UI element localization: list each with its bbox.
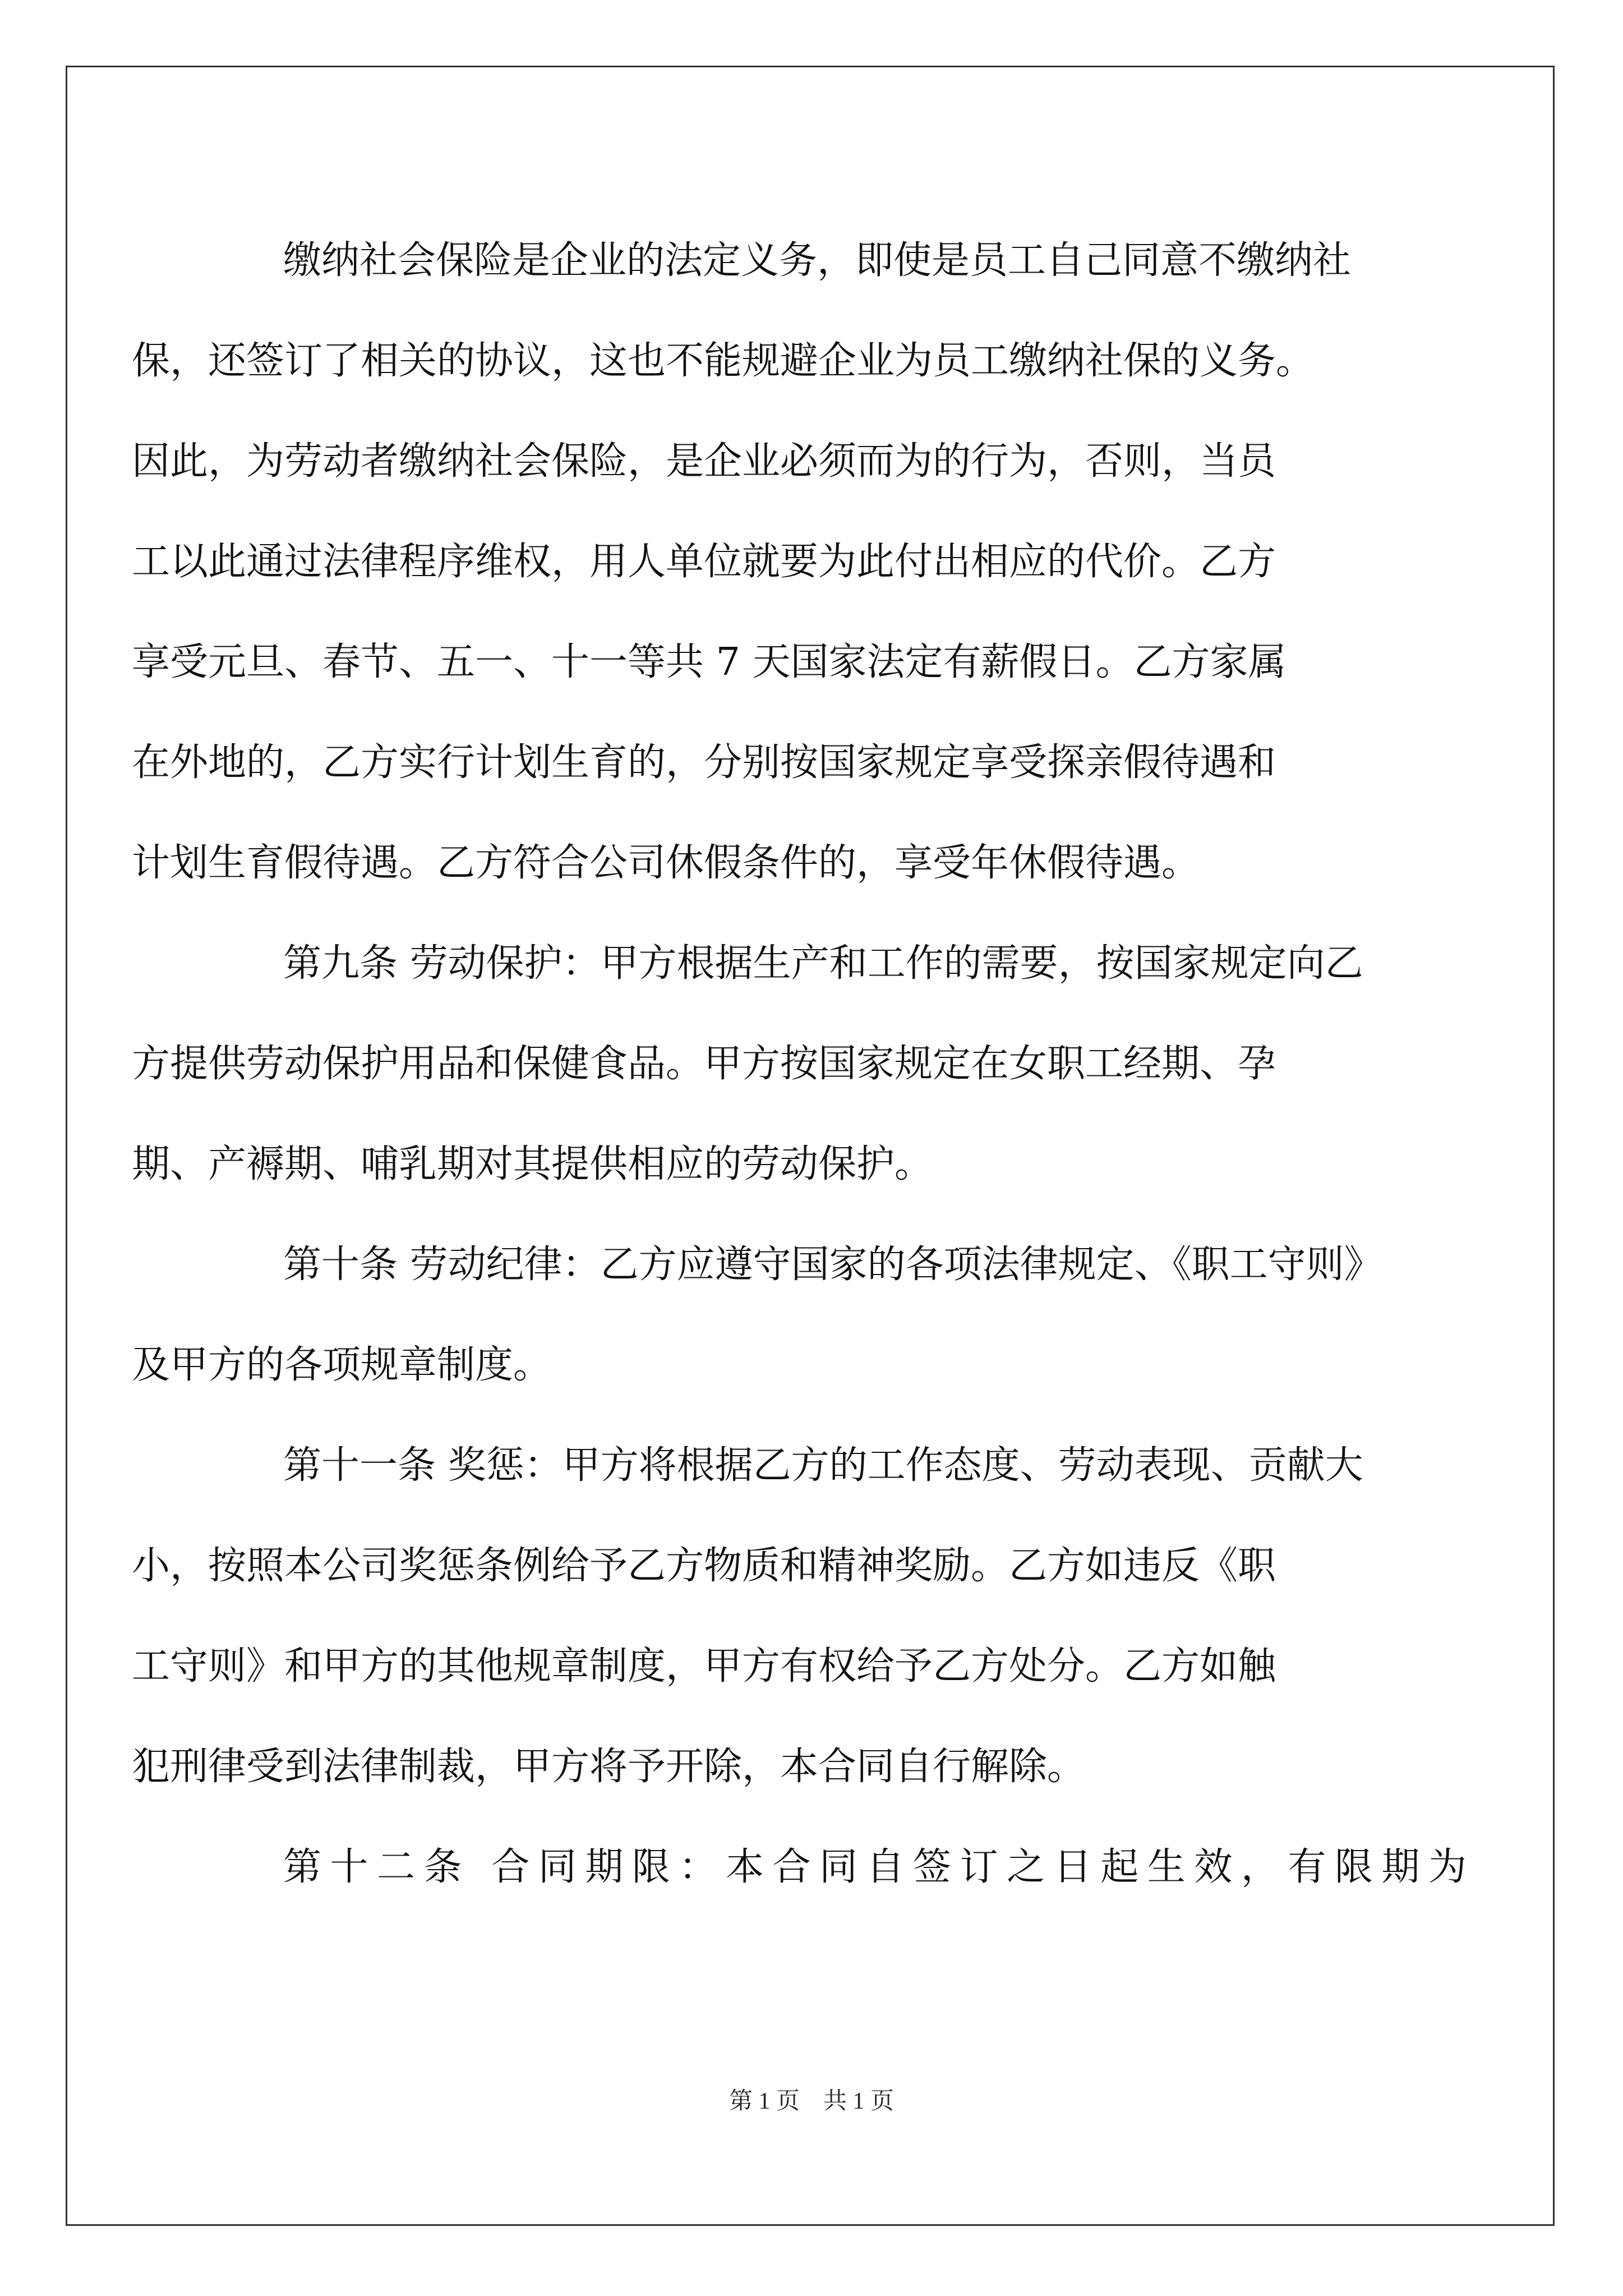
document-body [132,210,1467,1917]
paragraph-line: 因此，为劳动者缴纳社会保险，是企业必须而为的行为，否则，当员 [132,439,1276,484]
article-9-heading-line: 第九条 劳动保护：甲方根据生产和工作的需要，按国家规定向乙 [283,941,1363,986]
paragraph-line: 小，按照本公司奖惩条例给予乙方物质和精神奖励。乙方如违反《职 [132,1544,1276,1588]
page-number-footer: 第 1 页 共 1 页 [728,2088,894,2114]
paragraph-line: 享受元旦、春节、五一、十一等共 7 天国家法定有薪假日。乙方家属 [132,640,1287,684]
article-10-heading-line: 第十条 劳动纪律：乙方应遵守国家的各项法律规定、《职工守则》 [283,1243,1382,1287]
paragraph-line: 工守则》和甲方的其他规章制度，甲方有权给予乙方处分。乙方如触 [132,1644,1276,1688]
paragraph-line: 犯刑律受到法律制裁，甲方将予开除，本合同自行解除。 [132,1745,1086,1789]
paragraph-line: 及甲方的各项规章制度。 [132,1343,552,1387]
article-12-heading-line: 第十二条 合同期限：本合同自签订之日起生效，有限期为 [283,1845,1467,1889]
paragraph-line: 在外地的，乙方实行计划生育的，分别按国家规定享受探亲假待遇和 [132,740,1276,785]
paragraph-line: 缴纳社会保险是企业的法定义务，即使是员工自己同意不缴纳社 [283,238,1352,283]
paragraph-line: 保，还签订了相关的协议，这也不能规避企业为员工缴纳社保的义务。 [132,339,1315,383]
article-11-heading-line: 第十一条 奖惩：甲方将根据乙方的工作态度、劳动表现、贡献大 [283,1443,1363,1488]
paragraph-line: 计划生育假待遇。乙方符合公司休假条件的，享受年休假待遇。 [132,841,1200,885]
paragraph-line: 方提供劳动保护用品和保健食品。甲方按国家规定在女职工经期、孕 [132,1042,1276,1086]
paragraph-line: 期、产褥期、哺乳期对其提供相应的劳动保护。 [132,1142,933,1186]
paragraph-line: 工以此通过法律程序维权，用人单位就要为此付出相应的代价。乙方 [132,540,1276,584]
